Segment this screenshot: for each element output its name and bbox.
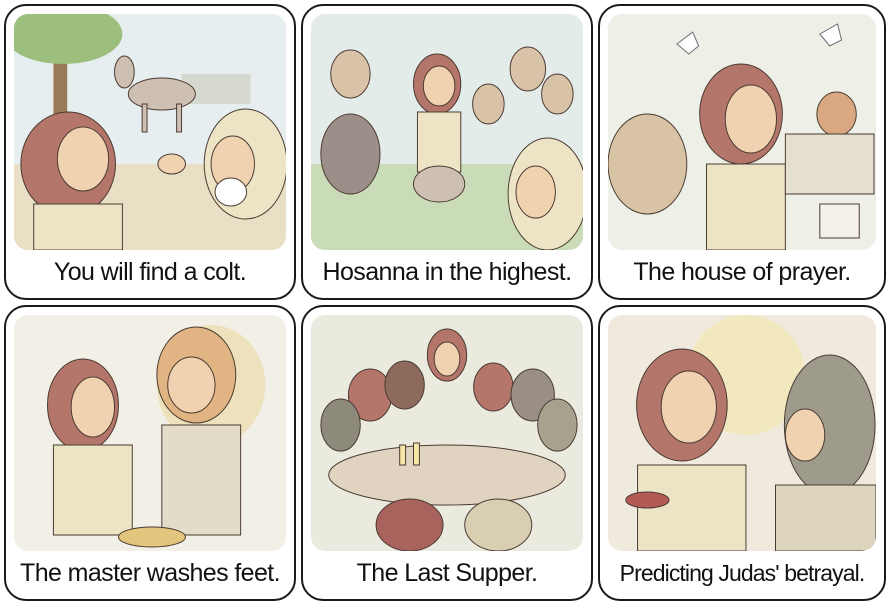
story-card-colt (4, 4, 296, 300)
card-caption: Hosanna in the highest. (322, 258, 572, 286)
illustration-house-of-prayer (608, 14, 876, 250)
illustration-washes-feet (14, 315, 286, 551)
card-caption: You will find a colt. (53, 258, 247, 286)
story-card-washes-feet (4, 305, 296, 601)
story-card-last-supper (301, 305, 593, 601)
card-caption: The master washes feet. (20, 559, 280, 587)
card-caption: The house of prayer. (633, 258, 851, 286)
card-caption: Predicting Judas' betrayal. (619, 560, 865, 586)
illustration-judas-betrayal (608, 315, 876, 551)
story-card-hosanna (301, 4, 593, 300)
story-card-house-of-prayer (598, 4, 886, 300)
illustration-find-colt (14, 14, 286, 250)
card-caption: The Last Supper. (356, 559, 538, 587)
story-card-judas-betrayal (598, 305, 886, 601)
illustration-hosanna (311, 14, 583, 250)
illustration-last-supper (311, 315, 583, 551)
